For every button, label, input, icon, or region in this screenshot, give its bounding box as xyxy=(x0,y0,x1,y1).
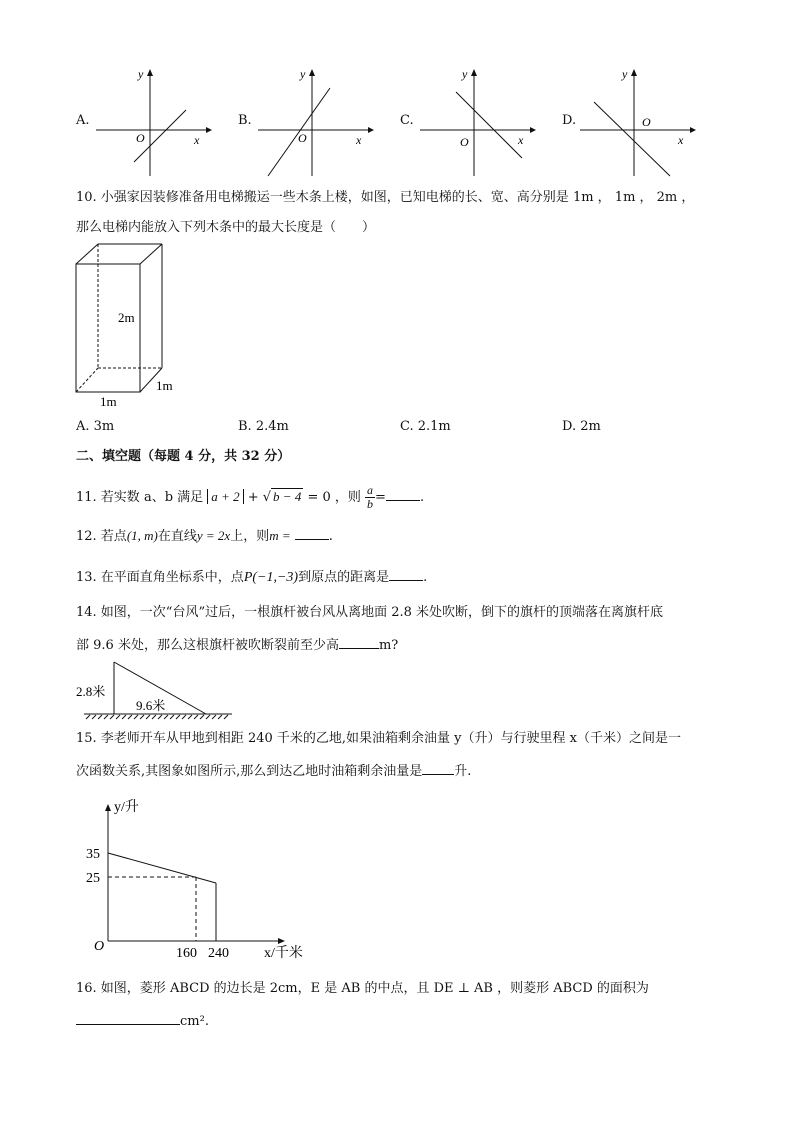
q16-line2: cm². xyxy=(76,1012,209,1031)
q14-flagpole-diagram xyxy=(74,658,236,720)
q11-equals: = xyxy=(375,490,386,505)
y-axis-label: y xyxy=(300,67,306,81)
q13-prefix: 13. 在平面直角坐标系中，点 xyxy=(76,570,244,585)
q11-abs: a + 2 xyxy=(207,489,243,504)
q10-line2: 那么电梯内能放入下列木条中的最大长度是（ ） xyxy=(76,220,376,235)
x-axis-label: x/千米 xyxy=(264,946,303,961)
horizontal-label: 9.6米 xyxy=(136,698,166,713)
x-axis-label: x xyxy=(194,133,200,147)
x-axis-label: x xyxy=(518,133,524,147)
q11-radical: b − 4 xyxy=(273,489,302,504)
q10-elevator-box xyxy=(70,240,190,410)
q10-option-d: D. 2m xyxy=(562,419,601,434)
q10-line1: 10. 小强家因装修准备用电梯搬运一些木条上楼，如图，已知电梯的长、宽、高分别是 1m ， 1m ， 2m ， xyxy=(76,190,695,205)
height-label: 2m xyxy=(118,310,135,325)
q10-option-b: B. 2.4m xyxy=(238,419,289,434)
q14-line2: 部 9.6 米处，那么这根旗杆被吹断裂前至少高 m? xyxy=(76,638,399,653)
q14-line1: 14. 如图，一次“台风”过后，一根旗杆被台风从离地面 2.8 米处吹断，倒下的旗杆的顶端落在离旗杆底 xyxy=(76,605,664,620)
q12-equation: y = 2x xyxy=(196,528,231,543)
option-a-label: A. xyxy=(76,113,90,128)
q11 xyxy=(76,484,424,511)
q12-prefix: 12. 若点 xyxy=(76,529,127,544)
x-axis-label: x xyxy=(678,133,684,147)
q12-mid2: 上，则 xyxy=(230,529,270,544)
q15-line1: 15. 李老师开车从甲地到相距 240 千米的乙地,如果油箱剩余油量 y（升）与行驶里程 x（千米）之间是一 xyxy=(76,731,681,746)
width-label: 1m xyxy=(156,378,173,393)
q11-sqrt-sign: √ xyxy=(262,490,272,505)
origin-label: O xyxy=(642,115,651,129)
y-axis-label: y xyxy=(138,67,144,81)
x-axis-label: x xyxy=(356,133,362,147)
origin-label: O xyxy=(94,939,105,954)
q11-fraction: $\frac{a}{b}$ xyxy=(367,483,374,511)
y-axis-label: y xyxy=(462,67,468,81)
option-b-graph xyxy=(256,66,376,178)
origin-label: O xyxy=(298,131,307,145)
q12-end: . xyxy=(328,529,333,544)
q13-suffix: 到原点的距离是 xyxy=(298,570,390,585)
option-d-label: D. xyxy=(562,113,577,128)
x-tick-160: 160 xyxy=(176,946,197,961)
q16-line1: 16. 如图，菱形 ABCD 的边长是 2cm，E 是 AB 的中点，且 DE ⊥ AB ，则菱形 ABCD 的面积为 xyxy=(76,981,649,996)
q12-mid: 在直线 xyxy=(157,529,197,544)
q11-end: . xyxy=(419,490,425,505)
q15-line2: 次函数关系,其图象如图所示,那么到达乙地时油箱剩余油量是 升. xyxy=(76,764,472,779)
q13-point: P(−1,−3) xyxy=(243,570,299,585)
q12-answer-blank[interactable] xyxy=(295,527,329,540)
q12-point: (1, m) xyxy=(126,528,158,543)
y-tick-35: 35 xyxy=(86,847,100,862)
section-title: 二、填空题（每题 4 分，共 32 分） xyxy=(76,449,291,464)
option-c-label: C. xyxy=(400,113,414,128)
option-a-graph xyxy=(94,66,214,178)
q11-plus: + xyxy=(243,490,263,505)
q13-end: . xyxy=(423,570,428,585)
origin-label: O xyxy=(460,135,469,149)
origin-label: O xyxy=(136,131,145,145)
y-axis-label: y/升 xyxy=(114,800,139,815)
q14-answer-blank[interactable] xyxy=(339,636,379,649)
q16-answer-blank[interactable] xyxy=(76,1012,180,1025)
vertical-label: 2.8米 xyxy=(76,684,106,699)
q11-suffix: = 0 ，则 xyxy=(303,490,361,505)
x-tick-240: 240 xyxy=(208,946,229,961)
q15-answer-blank[interactable] xyxy=(422,762,454,775)
q10-option-a: A. 3m xyxy=(76,419,115,434)
q15-fuel-graph xyxy=(80,795,320,965)
y-axis-label: y xyxy=(622,67,628,81)
q11-answer-blank[interactable] xyxy=(386,488,420,501)
q13-answer-blank[interactable] xyxy=(389,568,423,581)
q12 xyxy=(76,527,333,546)
option-d-graph xyxy=(578,66,698,178)
q11-prefix: 11. 若实数 a、b 满足 xyxy=(76,490,204,505)
option-b-label: B. xyxy=(238,113,252,128)
q10-option-c: C. 2.1m xyxy=(400,419,451,434)
option-c-graph xyxy=(418,66,538,178)
length-label: 1m xyxy=(100,394,117,409)
y-tick-25: 25 xyxy=(86,871,100,886)
q12-var: m = xyxy=(269,528,291,543)
q13 xyxy=(76,568,427,587)
q9-options xyxy=(70,60,720,180)
